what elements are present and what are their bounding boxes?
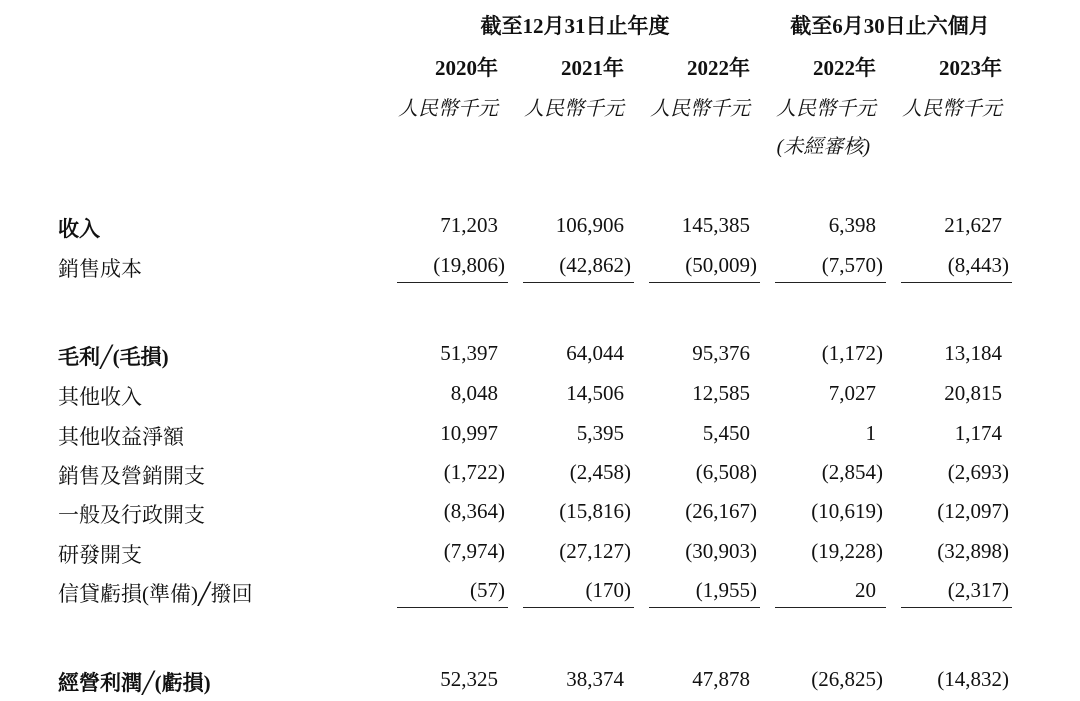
row-label-selling-marketing: 銷售及營銷開支 — [58, 464, 205, 488]
unit-col-5: 人民幣千元 — [902, 98, 1002, 120]
period-half-year: 截至6月30日止六個月 — [790, 14, 990, 38]
year-col-4: 2022年 — [813, 56, 876, 80]
cell: (2,458) — [569, 460, 631, 484]
cell: 20 — [855, 578, 876, 602]
cell: 1 — [865, 421, 876, 445]
year-col-2: 2021年 — [561, 56, 624, 80]
cell: (1,955) — [695, 578, 757, 602]
cell: (32,898) — [937, 539, 1009, 563]
unit-col-4: 人民幣千元 — [776, 98, 876, 120]
cell: (19,806) — [433, 253, 505, 277]
cell: 5,450 — [702, 421, 750, 445]
cell: (50,009) — [685, 253, 757, 277]
cell: (170) — [585, 578, 631, 602]
year-col-1: 2020年 — [435, 56, 498, 80]
cell: 20,815 — [944, 381, 1002, 405]
cell: 145,385 — [681, 213, 750, 237]
cell: (1,172) — [821, 341, 883, 365]
subtotal-rule — [775, 607, 886, 608]
cell: 8,048 — [450, 381, 498, 405]
row-label-credit-loss: 信貸虧損(準備)╱撥回 — [58, 582, 253, 606]
cell: (6,508) — [695, 460, 757, 484]
row-label-general-admin: 一般及行政開支 — [58, 503, 205, 527]
cell: (27,127) — [559, 539, 631, 563]
cell: (8,364) — [443, 499, 505, 523]
subtotal-rule — [397, 607, 508, 608]
cell: (26,167) — [685, 499, 757, 523]
cell: 52,325 — [440, 667, 498, 691]
cell: 1,174 — [954, 421, 1002, 445]
cell: (12,097) — [937, 499, 1009, 523]
cell: (57) — [470, 578, 505, 602]
cell: 10,997 — [440, 421, 498, 445]
cell: (42,862) — [559, 253, 631, 277]
cell: (7,570) — [821, 253, 883, 277]
subtotal-rule — [775, 282, 886, 283]
period-fiscal-year: 截至12月31日止年度 — [480, 14, 670, 38]
cell: 5,395 — [576, 421, 624, 445]
unit-col-1: 人民幣千元 — [398, 98, 498, 120]
cell: (2,317) — [947, 578, 1009, 602]
year-col-5: 2023年 — [939, 56, 1002, 80]
cell: 47,878 — [692, 667, 750, 691]
cell: 71,203 — [440, 213, 498, 237]
cell: 51,397 — [440, 341, 498, 365]
subtotal-rule — [397, 282, 508, 283]
subtotal-rule — [901, 282, 1012, 283]
unaudited-note: (未經審核) — [776, 136, 870, 158]
subtotal-rule — [523, 607, 634, 608]
unit-col-2: 人民幣千元 — [524, 98, 624, 120]
cell: 7,027 — [828, 381, 876, 405]
subtotal-rule — [649, 607, 760, 608]
row-label-cost-of-sales: 銷售成本 — [58, 257, 142, 281]
row-label-operating-profit: 經營利潤╱(虧損) — [58, 671, 211, 695]
cell: 106,906 — [555, 213, 624, 237]
cell: (1,722) — [443, 460, 505, 484]
row-label-revenue: 收入 — [58, 217, 100, 241]
unit-col-3: 人民幣千元 — [650, 98, 750, 120]
cell: (14,832) — [937, 667, 1009, 691]
cell: (2,693) — [947, 460, 1009, 484]
cell: (19,228) — [811, 539, 883, 563]
cell: (26,825) — [811, 667, 883, 691]
cell: (8,443) — [947, 253, 1009, 277]
cell: 64,044 — [566, 341, 624, 365]
subtotal-rule — [523, 282, 634, 283]
cell: (10,619) — [811, 499, 883, 523]
cell: (7,974) — [443, 539, 505, 563]
cell: 95,376 — [692, 341, 750, 365]
row-label-other-income: 其他收入 — [58, 385, 142, 409]
row-label-other-gains-net: 其他收益淨額 — [58, 425, 184, 449]
cell: 13,184 — [944, 341, 1002, 365]
cell: 38,374 — [566, 667, 624, 691]
cell: (30,903) — [685, 539, 757, 563]
row-label-gross-profit: 毛利╱(毛損) — [58, 345, 169, 369]
cell: 14,506 — [566, 381, 624, 405]
cell: 21,627 — [944, 213, 1002, 237]
subtotal-rule — [649, 282, 760, 283]
cell: 12,585 — [692, 381, 750, 405]
cell: (15,816) — [559, 499, 631, 523]
cell: 6,398 — [828, 213, 876, 237]
subtotal-rule — [901, 607, 1012, 608]
year-col-3: 2022年 — [687, 56, 750, 80]
row-label-rnd: 研發開支 — [58, 543, 142, 567]
cell: (2,854) — [821, 460, 883, 484]
